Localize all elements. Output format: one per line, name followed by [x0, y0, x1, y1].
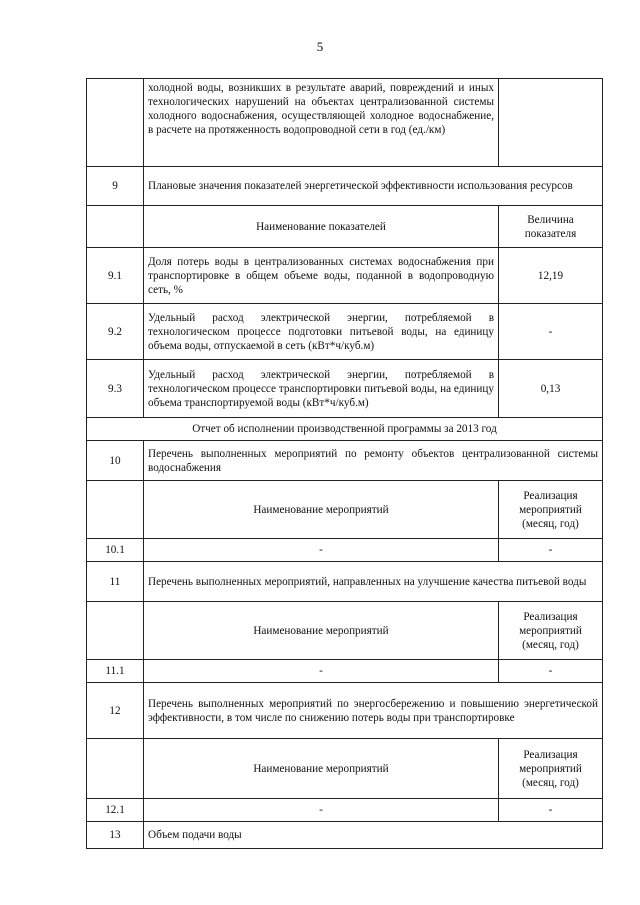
empty-cell: [87, 739, 144, 799]
row-text: Доля потерь воды в централизованных системах водоснабжения при транспортировке в общем объеме воды, поданной в водопроводную сеть, %: [144, 248, 499, 304]
section-11-row: [87, 562, 603, 602]
empty-cell: [499, 79, 603, 167]
empty-cell: [87, 79, 144, 167]
row-number: 12.1: [87, 799, 144, 822]
column-header-row: [87, 481, 603, 539]
row-value: -: [499, 660, 603, 683]
continuation-text: холодной воды, возникших в результате аварий, повреждений и иных технологических нарушений на объектах централизованной системы холодного водоснабжения, осуществляющей холодное водоснабжение, в расчете на протяженность водопроводной сети в год (ед./км): [144, 79, 499, 167]
row-value: 0,13: [499, 360, 603, 418]
section-number: 12: [87, 683, 144, 739]
header-value: Реализация мероприятий (месяц, год): [499, 602, 603, 660]
row-text: -: [144, 799, 499, 822]
table-row: [87, 248, 603, 304]
table-row: [87, 360, 603, 418]
header-name: Наименование мероприятий: [144, 481, 499, 539]
program-table: [86, 78, 603, 849]
row-text: Удельный расход электрической энергии, потребляемой в технологическом процессе транспортировки питьевой воды, на единицу объема транспортируемой воды (кВт*ч/куб.м): [144, 360, 499, 418]
row-number: 9.1: [87, 248, 144, 304]
page-number: 5: [316, 39, 324, 54]
row-text: -: [144, 539, 499, 562]
header-name: Наименование показателей: [144, 206, 499, 248]
table-row: [87, 79, 603, 167]
section-number: 11: [87, 562, 144, 602]
table-row: [87, 799, 603, 822]
empty-cell: [87, 602, 144, 660]
row-text: -: [144, 660, 499, 683]
row-value: -: [499, 539, 603, 562]
table-row: [87, 539, 603, 562]
section-9-row: [87, 167, 603, 206]
column-header-row: [87, 739, 603, 799]
column-header-row: [87, 206, 603, 248]
header-value: Реализация мероприятий (месяц, год): [499, 481, 603, 539]
empty-cell: [87, 206, 144, 248]
section-number: 10: [87, 441, 144, 481]
section-number: 13: [87, 822, 144, 849]
section-12-row: [87, 683, 603, 739]
section-title: Плановые значения показателей энергетической эффективности использования ресурсов: [144, 167, 603, 206]
report-heading-row: [87, 418, 603, 441]
section-title: Перечень выполненных мероприятий по ремонту объектов централизованной системы водоснабжения: [144, 441, 603, 481]
row-number: 10.1: [87, 539, 144, 562]
column-header-row: [87, 602, 603, 660]
row-value: -: [499, 304, 603, 360]
section-title: Перечень выполненных мероприятий, направленных на улучшение качества питьевой воды: [144, 562, 603, 602]
report-heading: Отчет об исполнении производственной программы за 2013 год: [87, 418, 603, 441]
section-title: Объем подачи воды: [144, 822, 603, 849]
section-10-row: [87, 441, 603, 481]
header-value: Реализация мероприятий (месяц, год): [499, 739, 603, 799]
row-value: -: [499, 799, 603, 822]
header-value: Величина показателя: [499, 206, 603, 248]
row-number: 9.2: [87, 304, 144, 360]
table-row: [87, 304, 603, 360]
header-name: Наименование мероприятий: [144, 739, 499, 799]
section-number: 9: [87, 167, 144, 206]
row-value: 12,19: [499, 248, 603, 304]
section-13-row: [87, 822, 603, 849]
table-row: [87, 660, 603, 683]
section-title: Перечень выполненных мероприятий по энергосбережению и повышению энергетической эффективности, в том числе по снижению потерь воды при транспортировке: [144, 683, 603, 739]
row-number: 9.3: [87, 360, 144, 418]
empty-cell: [87, 481, 144, 539]
row-text: Удельный расход электрической энергии, потребляемой в технологическом процессе подготовки питьевой воды, на единицу объема воды, отпускаемой в сеть (кВт*ч/куб.м): [144, 304, 499, 360]
row-number: 11.1: [87, 660, 144, 683]
header-name: Наименование мероприятий: [144, 602, 499, 660]
